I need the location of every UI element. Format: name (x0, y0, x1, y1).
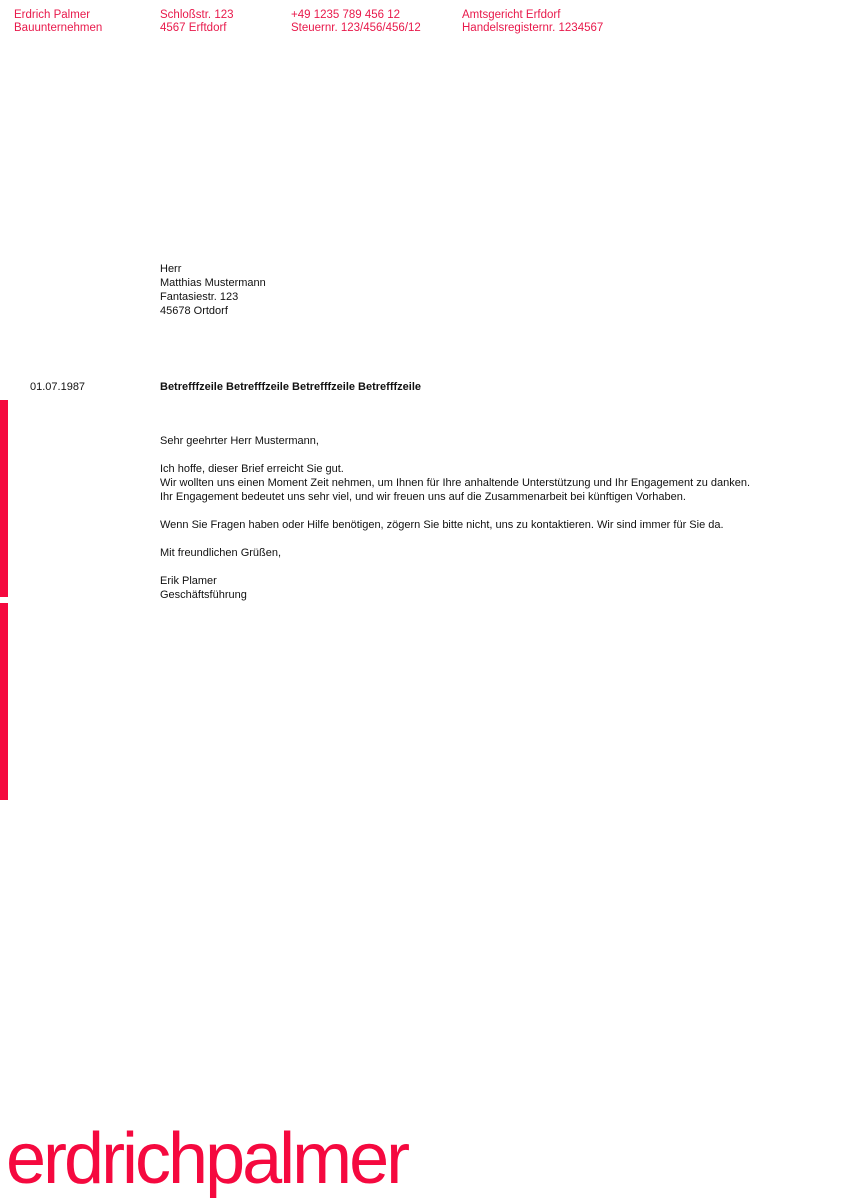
recipient-salutation: Herr (160, 263, 182, 275)
closing: Mit freundlichen Grüßen, (160, 547, 282, 559)
signature (160, 574, 820, 602)
company-type: Bauunternehmen (14, 22, 103, 34)
header-contact (291, 9, 421, 35)
company-tax-number: Steuernr. 123/456/456/12 (291, 22, 421, 34)
header-company (14, 9, 102, 35)
company-city: 4567 Erftdorf (160, 22, 227, 34)
subject-line: Betrefffzeile Betrefffzeile Betrefffzeile Betrefffzeile (160, 381, 422, 393)
signer-title: Geschäftsführung (160, 589, 247, 601)
header-address (160, 9, 234, 35)
header-registry (462, 9, 603, 35)
company-street: Schloßstr. 123 (160, 9, 234, 21)
paragraph-1 (160, 462, 820, 504)
letter-date: 01.07.1987 (30, 381, 86, 393)
registry-number: Handelsregisternr. 1234567 (462, 22, 604, 34)
greeting: Sehr geehrter Herr Mustermann, (160, 435, 319, 447)
registry-court: Amtsgericht Erfdorf (462, 9, 561, 21)
company-phone: +49 1235 789 456 12 (291, 9, 401, 21)
recipient-street: Fantasiestr. 123 (160, 291, 239, 303)
recipient-city: 45678 Ortdorf (160, 305, 228, 317)
letter-body (160, 434, 820, 616)
recipient-address (160, 262, 266, 318)
paragraph-1-line-1: Ich hoffe, dieser Brief erreicht Sie gut. (160, 463, 344, 475)
accent-bar-bottom (0, 603, 8, 800)
accent-bar-top (0, 400, 8, 597)
paragraph-1-line-3: Ihr Engagement bedeutet uns sehr viel, und wir freuen uns auf die Zusammenarbeit bei künftigen Vorhaben. (160, 491, 686, 503)
paragraph-2: Wenn Sie Fragen haben oder Hilfe benötigen, zögern Sie bitte nicht, uns zu kontaktieren. Wir sind immer für Sie da. (160, 519, 724, 531)
company-name: Erdrich Palmer (14, 9, 91, 21)
brand-wordmark: erdrichpalmer (6, 1119, 408, 1199)
signer-name: Erik Plamer (160, 575, 217, 587)
paragraph-1-line-2: Wir wollten uns einen Moment Zeit nehmen, um Ihnen für Ihre anhaltende Unterstützung und Ihr Engagement zu danken. (160, 477, 751, 489)
recipient-name: Matthias Mustermann (160, 277, 266, 289)
